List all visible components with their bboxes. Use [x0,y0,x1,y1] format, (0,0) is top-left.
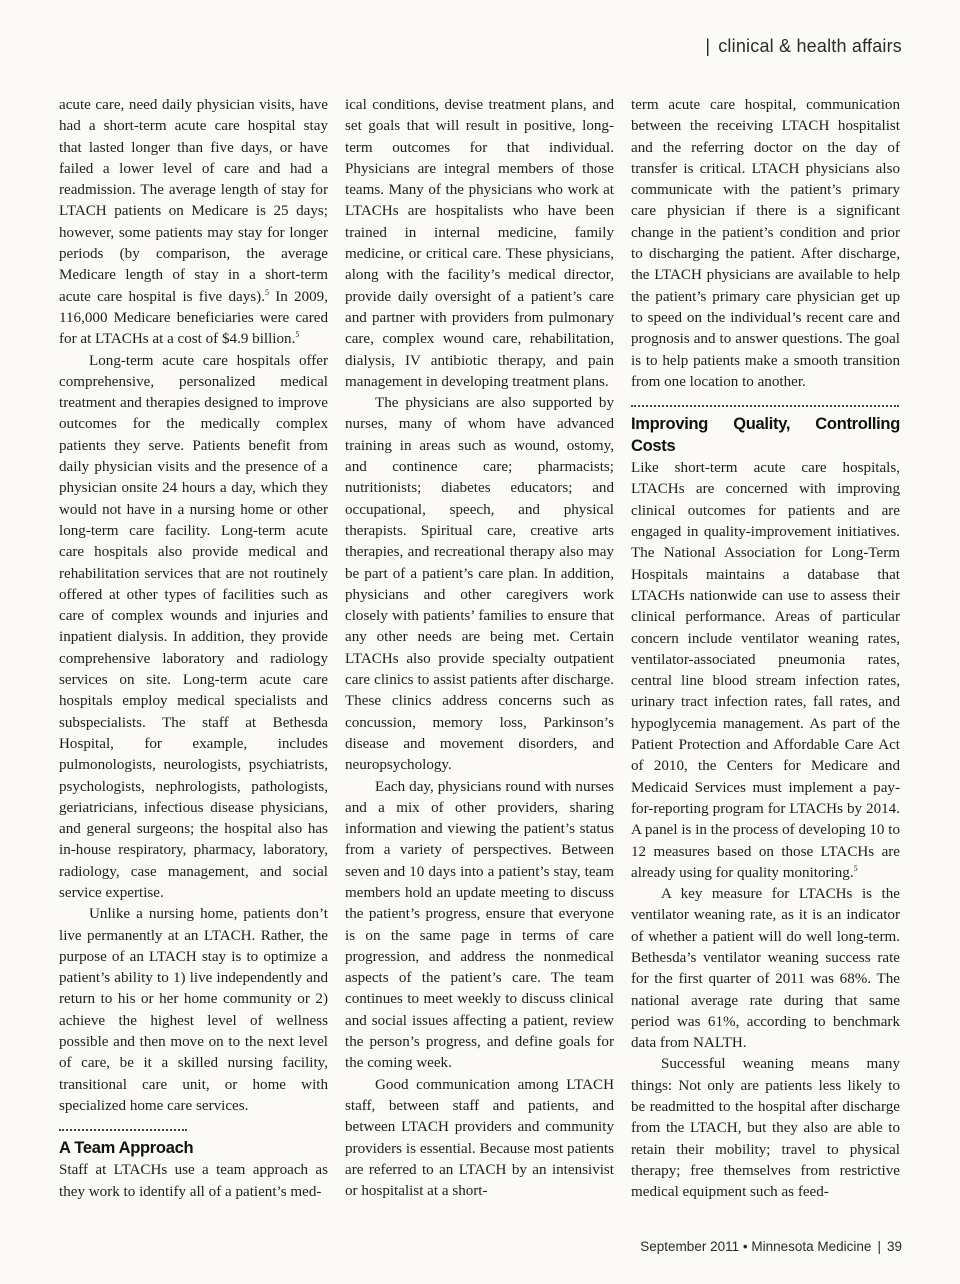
issue-date: September 2011 [640,1239,740,1254]
paragraph: Long-term acute care hospitals offer comprehensive, personalized medical treatment and therapies designed to improve outcomes for the medically complex patients they serve. Patients benefit from daily physician visits and the presence of a physician onsite 24 hours a day, which they would not have in a nursing home or other long-term care facility. Long-term acute care hospitals also provide medical and rehabilitation services that are not routinely offered at other types of facilities such as care of complex wounds and injuries and inpatient dialysis. In addition, they provide comprehensive laboratory and radiology services on site. Long-term acute care hospitals employ medical specialists and subspecialists. The staff at Bethesda Hospital, for example, includes pulmonologists, neurologists, psychiatrists, psychologists, nephrologists, pathologists, geriatricians, infectious disease physicians, and general surgeons; the hospital also has in-house respiratory, pharmacy, laboratory, radiology, case management, and social service expertise. [59,352,328,901]
paragraph-text: In 2009, 116,000 Medicare beneficiaries were cared for at LTACHs at a cost of $4.9 billion. [59,288,328,348]
page-footer [640,1239,902,1254]
section-header [705,36,902,57]
section-heading: Improving Quality, Controlling Costs [631,415,900,456]
section-heading: A Team Approach [59,1139,194,1158]
paragraph [59,95,328,351]
page-number: 39 [886,1239,902,1254]
column-2 [345,95,614,1202]
footer-divider: | [877,1239,881,1254]
column-1 [59,95,328,1203]
paragraph: term acute care hospital, communication between the receiving LTACH hospitalist and the referring doctor on the day of transfer is critical. LTACH physicians also communicate with the patient’s primary care physician if there is a significant change in the patient’s condition and prior to discharging the patient. After discharge, the LTACH physicians are available to help the patient’s primary care physician get up to speed on the individual’s recent care and prognosis and to answer questions. The goal is to help patients make a smooth transition from one location to another. [631,97,900,390]
footnote-ref: 5 [295,330,300,340]
section-title: clinical & health affairs [718,36,902,56]
paragraph [631,458,900,884]
paragraph: ical conditions, devise treatment plans, and set goals that will result in positive, long-term outcomes for that individual. Physicians are integral members of those teams. Many of the physicians who work at LTACHs are hospitalists who have been trained in internal medicine, family medicine, or critical care. These physicians, along with the facility’s medical director, provide daily oversight of a patient’s care and partner with providers from pulmonary care, complex wound care, rehabilitation, dialysis, IV antibiotic therapy, and pain management in developing treatment plans. [345,97,614,390]
paragraph: Good communication among LTACH staff, between staff and patients, and between LTACH providers and community providers is essential. Because most patients are referred to an LTACH by an intensivist or hospitalist at a short- [345,1076,614,1200]
section-divider [59,1129,187,1131]
header-divider: | [705,36,711,56]
paragraph: Successful weaning means many things: Not only are patients less likely to be readmitted to the hospital after discharge from the LTACH, but they also are able to retain their mobility; travel to physical therapy; free themselves from restrictive medical equipment such as feed- [631,1056,900,1201]
section-divider [631,405,899,407]
paragraph: The physicians are also supported by nurses, many of whom have advanced training in areas such as wound, ostomy, and continence care; pharmacists; nutritionists; diabetes educators; and occupational, speech, and physical therapists. Spiritual care, creative arts therapies, and recreational therapy also may be part of a patient’s care plan. In addition, physicians and other caregivers work closely with patients’ families to ensure that any other needs are being met. Certain LTACHs also provide specialty outpatient care clinics to assist patients after discharge. These clinics address concerns such as concussion, memory loss, Parkinson’s disease and movement disorders, and neuropsychology. [345,395,614,774]
paragraph: A key measure for LTACHs is the ventilator weaning rate, as it is an indicator of whether a patient will do well long-term. Bethesda’s ventilator weaning success rate for the first quarter of 2011 was 68%. The national average rate during that same period was 61%, according to benchmark data from NALTH. [631,886,900,1052]
paragraph: Each day, physicians round with nurses and a mix of other providers, sharing information and viewing the patient’s status from a variety of perspectives. Between seven and 10 days into a patient’s stay, team members hold an update meeting to discuss the patient’s progress, ensure that everyone is on the same page in terms of care progression, and address the nonmedical aspects of the patient’s care. The team continues to meet weekly to discuss clinical and social issues affecting a patient, review the person’s progress, and define goals for the coming week. [345,778,614,1072]
paragraph-text: acute care, need daily physician visits, have had a short-term acute care hospital stay that lasted longer than five days, or have failed a lower level of care and had a readmission. The average length of stay for LTACH patients on Medicare is 25 days; however, some patients may stay for longer periods (by comparison, the average Medicare length of stay in a short-term acute care hospital is five days). [59,97,328,305]
column-3 [631,95,900,1204]
footnote-ref: 5 [264,287,269,297]
paragraph-text: Like short-term acute care hospitals, LTACHs are concerned with improving clinical outcomes for patients and are engaged in quality-improvement initiatives. The National Association for Long-Term Hospitals maintains a database that LTACHs nationwide can use to assess their clinical performance. Areas of particular concern include ventilator weaning rates, ventilator-associated pneumonia rates, central line blood stream infection rates, urinary tract infection rates, fall rates, and hypoglycemia management. As part of the Patient Protection and Affordable Care Act of 2010, the Centers for Medicare and Medicaid Services must implement a pay-for-reporting program for LTACHs by 2014. A panel is in the process of developing 10 to 12 measures based on those LTACHs are already using for quality monitoring. [631,460,900,881]
paragraph: Unlike a nursing home, patients don’t live permanently at an LTACH. Rather, the purpose of an LTACH stay is to optimize a patient’s ability to 1) live independently and return to his or her home community or 2) achieve the highest level of wellness possible and then move on to the next level of care, be it a skilled nursing facility, transitional care unit, or home with specialized home care services. [59,906,328,1114]
footnote-ref: 5 [853,863,858,873]
paragraph: Staff at LTACHs use a team approach as they work to identify all of a patient’s med- [59,1162,328,1200]
bullet-separator: • [742,1239,748,1254]
journal-name: Minnesota Medicine [751,1239,872,1254]
